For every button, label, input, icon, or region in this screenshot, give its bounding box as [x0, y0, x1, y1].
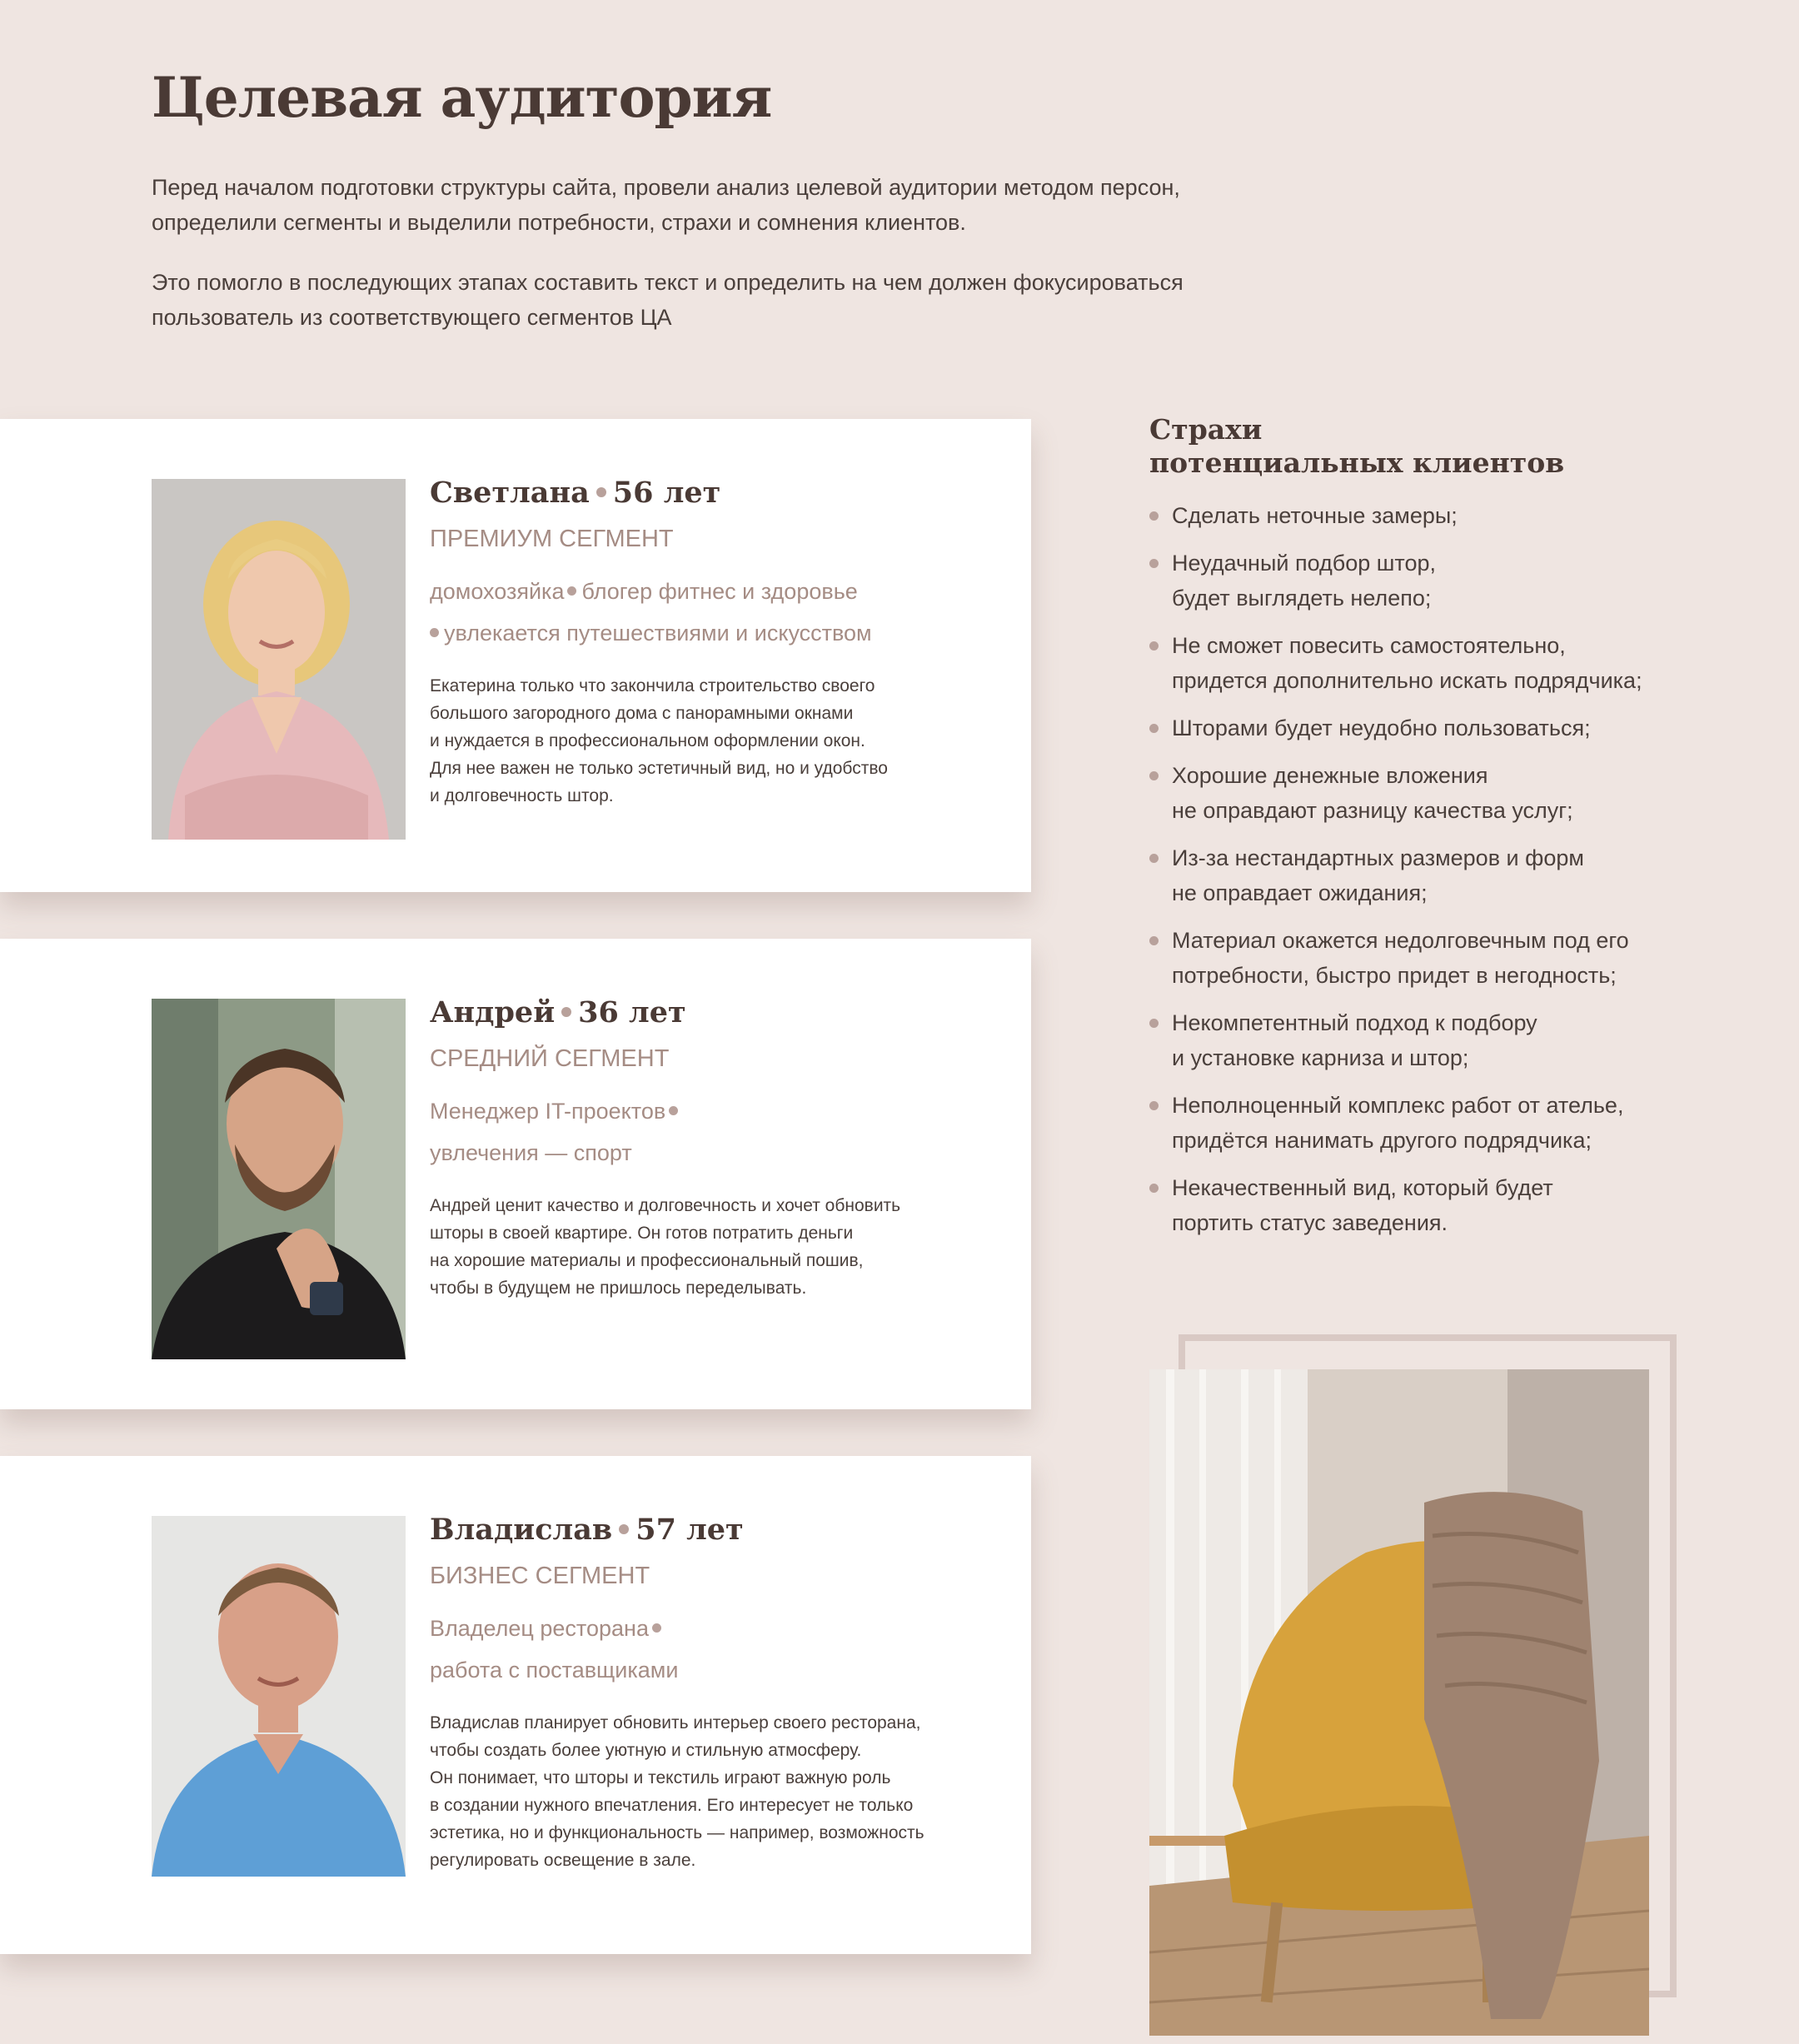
fear-item	[1149, 498, 1682, 533]
persona-age: 36 лет	[578, 995, 686, 1029]
page-title: Целевая аудитория	[152, 65, 772, 130]
fear-text: Неудачный подбор штор, будет выглядеть нелепо;	[1172, 551, 1437, 611]
persona-tag: увлечения — спорт	[430, 1140, 632, 1165]
fear-item	[1149, 1170, 1682, 1240]
fear-text: Хорошие денежные вложения не оправдают разницу качества услуг;	[1172, 763, 1573, 823]
persona-age: 57 лет	[635, 1513, 744, 1547]
fear-text: Некачественный вид, который будет портить статус заведения.	[1172, 1175, 1553, 1235]
persona-photo-andrey	[152, 999, 406, 1359]
fear-item	[1149, 923, 1682, 993]
persona-age: 56 лет	[612, 476, 721, 510]
fears-title: Страхи потенциальных клиентов	[1149, 413, 1565, 479]
fear-text: Неполноценный комплекс работ от ателье, придётся нанимать другого подрядчика;	[1172, 1093, 1624, 1153]
fear-item	[1149, 628, 1682, 698]
bullet-dot	[1149, 771, 1159, 780]
persona-tag: Менеджер IT-проектов	[430, 1099, 666, 1124]
bullet-dot	[1149, 854, 1159, 863]
fear-text: Сделать неточные замеры;	[1172, 503, 1458, 528]
fears-list	[1149, 498, 1682, 1253]
fear-text: Материал окажется недолговечным под его потребности, быстро придет в негодность;	[1172, 928, 1629, 988]
bullet-dot	[1149, 724, 1159, 733]
persona-description: Андрей ценит качество и долговечность и хочет обновить шторы в своей квартире. Он готов потратить деньги на хорошие материалы и профессиональный пошив, чтобы в будущем не пришлось переделывать.	[430, 1196, 901, 1298]
armchair-photo	[1149, 1369, 1649, 2036]
bullet-dot	[1149, 1184, 1159, 1193]
persona-name: Светлана	[430, 476, 590, 510]
persona-name: Владислав	[430, 1513, 613, 1547]
persona-segment: БИЗНЕС СЕГМЕНТ	[430, 1563, 650, 1589]
fear-text: Шторами будет неудобно пользоваться;	[1172, 715, 1591, 740]
fear-item	[1149, 1005, 1682, 1075]
fear-text: Из-за нестандартных размеров и форм не оправдает ожидания;	[1172, 845, 1584, 905]
intro-paragraph-2: Это помогло в последующих этапах составить текст и определить на чем должен фокусироваться пользователь из соответствующего сегментов ЦА	[152, 270, 1184, 330]
separator-dot	[561, 1007, 571, 1017]
persona-card-andrey	[0, 939, 1031, 1409]
fear-item	[1149, 1088, 1682, 1158]
intro-paragraph-1: Перед началом подготовки структуры сайта, провели анализ целевой аудитории методом персон, определили сегменты и выделили потребности, страхи и сомнения клиентов.	[152, 175, 1180, 235]
persona-segment: ПРЕМИУМ СЕГМЕНТ	[430, 526, 674, 552]
persona-name: Андрей	[430, 995, 556, 1029]
persona-card-svetlana	[0, 419, 1031, 892]
persona-tag: увлекается путешествиями и искусством	[444, 621, 872, 646]
fear-item	[1149, 840, 1682, 910]
persona-description: Екатерина только что закончила строительство своего большого загородного дома с панорамными окнами и нуждается в профессиональном оформлении окон. Для нее важен не только эстетичный вид, но и удобство и долговечность штор.	[430, 676, 888, 805]
fear-item	[1149, 546, 1682, 616]
persona-card-vladislav	[0, 1456, 1031, 1954]
persona-tag: Владелец ресторана	[430, 1616, 649, 1641]
persona-name-line	[430, 474, 996, 512]
separator-dot	[596, 487, 606, 497]
bullet-dot	[1149, 559, 1159, 568]
persona-name-line	[430, 994, 996, 1032]
bullet-dot	[1149, 641, 1159, 651]
persona-segment: СРЕДНИЙ СЕГМЕНТ	[430, 1045, 670, 1072]
separator-dot	[430, 628, 439, 637]
separator-dot	[619, 1524, 629, 1534]
bullet-dot	[1149, 511, 1159, 521]
fear-item	[1149, 758, 1682, 828]
bullet-dot	[1149, 1019, 1159, 1028]
persona-description: Владислав планирует обновить интерьер своего ресторана, чтобы создать более уютную и стильную атмосферу. Он понимает, что шторы и текстиль играют важную роль в создании нужного впечатления. Его интересует не только эстетика, но и функциональность — например, возможность регулировать освещение в зале.	[430, 1713, 924, 1870]
persona-tag: блогер фитнес и здоровье	[581, 579, 858, 604]
bullet-dot	[1149, 1101, 1159, 1110]
separator-dot	[652, 1623, 661, 1633]
separator-dot	[567, 586, 576, 596]
separator-dot	[669, 1106, 678, 1115]
fear-text: Не сможет повесить самостоятельно, придется дополнительно искать подрядчика;	[1172, 633, 1642, 693]
fear-item	[1149, 710, 1682, 745]
persona-name-line	[430, 1511, 996, 1549]
persona-photo-vladislav	[152, 1516, 406, 1877]
persona-photo-svetlana	[152, 479, 406, 840]
fear-text: Некомпетентный подход к подбору и установке карниза и штор;	[1172, 1010, 1537, 1070]
persona-tags	[430, 571, 996, 654]
persona-tags	[430, 1608, 996, 1691]
persona-tag: домохозяйка	[430, 579, 565, 604]
persona-tags	[430, 1090, 996, 1174]
bullet-dot	[1149, 936, 1159, 945]
persona-tag: работа с поставщиками	[430, 1658, 679, 1683]
